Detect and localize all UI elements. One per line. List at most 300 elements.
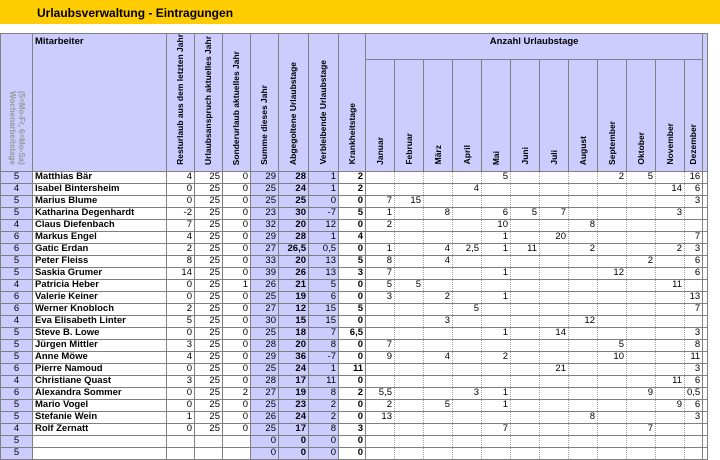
cell-month-days[interactable] (656, 171, 685, 183)
cell-urlaubsanspruch[interactable]: 25 (195, 387, 223, 399)
cell-month-days[interactable] (627, 375, 656, 387)
cell-krankheitstage[interactable]: 0 (339, 219, 366, 231)
cell-mitarbeiter[interactable]: Isabel Bintersheim (33, 183, 167, 195)
cell-month-days[interactable] (511, 375, 540, 387)
cell-month-days[interactable] (511, 279, 540, 291)
cell-month-days[interactable]: 2 (656, 243, 685, 255)
cell-verbleibend[interactable]: -7 (309, 351, 339, 363)
cell-sonderurlaub[interactable]: 1 (223, 279, 251, 291)
cell-month-days[interactable] (511, 255, 540, 267)
cell-month-days[interactable]: 1 (482, 387, 511, 399)
cell-abgegolten[interactable]: 28 (279, 231, 309, 243)
cell-month-days[interactable] (598, 435, 627, 447)
cell-month-days[interactable] (453, 447, 482, 459)
cell-verbleibend[interactable]: 0 (309, 195, 339, 207)
cell-month-days[interactable]: 5,5 (366, 387, 395, 399)
cell-month-days[interactable] (569, 387, 598, 399)
cell-month-days[interactable] (685, 219, 703, 231)
cell-month-days[interactable] (395, 303, 424, 315)
cell-resturlaub[interactable]: 3 (167, 375, 195, 387)
cell-month-days[interactable] (540, 255, 569, 267)
cell-month-days[interactable] (482, 279, 511, 291)
cell-month-days[interactable] (395, 171, 424, 183)
cell-month-days[interactable] (598, 375, 627, 387)
cell-month-days[interactable] (395, 255, 424, 267)
cell-urlaubsanspruch[interactable]: 25 (195, 255, 223, 267)
cell-month-days[interactable] (569, 195, 598, 207)
cell-sonderurlaub[interactable]: 0 (223, 315, 251, 327)
cell-verbleibend[interactable]: 0 (309, 447, 339, 459)
cell-month-days[interactable]: 5 (395, 279, 424, 291)
cell-month-days[interactable] (366, 423, 395, 435)
cell-summe[interactable]: 28 (251, 375, 279, 387)
cell-wochenarbeitstage[interactable]: 5 (1, 267, 33, 279)
cell-resturlaub[interactable]: 3 (167, 339, 195, 351)
cell-month-days[interactable] (540, 183, 569, 195)
cell-month-days[interactable] (685, 447, 703, 459)
cell-month-days[interactable]: 5 (424, 399, 453, 411)
cell-summe[interactable]: 25 (251, 195, 279, 207)
cell-sonderurlaub[interactable]: 0 (223, 327, 251, 339)
cell-month-days[interactable]: 6 (685, 267, 703, 279)
cell-sonderurlaub[interactable] (223, 447, 251, 459)
cell-summe[interactable]: 29 (251, 231, 279, 243)
cell-urlaubsanspruch[interactable]: 25 (195, 411, 223, 423)
cell-krankheitstage[interactable]: 2 (339, 183, 366, 195)
cell-month-days[interactable] (569, 447, 598, 459)
cell-month-days[interactable]: 10 (482, 219, 511, 231)
cell-krankheitstage[interactable]: 3 (339, 423, 366, 435)
cell-urlaubsanspruch[interactable]: 25 (195, 231, 223, 243)
cell-krankheitstage[interactable]: 0 (339, 243, 366, 255)
cell-month-days[interactable] (598, 207, 627, 219)
cell-month-days[interactable] (482, 255, 511, 267)
cell-mitarbeiter[interactable]: Valerie Keiner (33, 291, 167, 303)
cell-abgegolten[interactable]: 24 (279, 411, 309, 423)
cell-month-days[interactable]: 1 (482, 267, 511, 279)
cell-abgegolten[interactable]: 15 (279, 315, 309, 327)
cell-mitarbeiter[interactable]: Stefanie Wein (33, 411, 167, 423)
cell-month-days[interactable]: 4 (424, 255, 453, 267)
cell-resturlaub[interactable]: 14 (167, 267, 195, 279)
cell-wochenarbeitstage[interactable]: 5 (1, 435, 33, 447)
cell-summe[interactable]: 26 (251, 411, 279, 423)
cell-month-days[interactable] (395, 219, 424, 231)
cell-month-days[interactable] (453, 435, 482, 447)
cell-month-days[interactable] (511, 399, 540, 411)
cell-wochenarbeitstage[interactable]: 6 (1, 231, 33, 243)
cell-sonderurlaub[interactable]: 0 (223, 195, 251, 207)
cell-verbleibend[interactable]: 15 (309, 303, 339, 315)
cell-month-days[interactable] (569, 291, 598, 303)
cell-month-days[interactable] (395, 447, 424, 459)
cell-month-days[interactable]: 2 (366, 219, 395, 231)
cell-month-days[interactable]: 2 (366, 399, 395, 411)
cell-mitarbeiter[interactable]: Claus Diefenbach (33, 219, 167, 231)
cell-month-days[interactable] (511, 351, 540, 363)
cell-month-days[interactable]: 1 (366, 243, 395, 255)
cell-month-days[interactable] (627, 339, 656, 351)
cell-krankheitstage[interactable]: 0 (339, 279, 366, 291)
cell-month-days[interactable]: 3 (685, 411, 703, 423)
cell-month-days[interactable]: 6 (685, 399, 703, 411)
cell-krankheitstage[interactable]: 6,5 (339, 327, 366, 339)
cell-month-days[interactable]: 3 (366, 291, 395, 303)
cell-month-days[interactable] (482, 447, 511, 459)
cell-mitarbeiter[interactable]: Steve B. Lowe (33, 327, 167, 339)
cell-month-days[interactable]: 4 (424, 351, 453, 363)
cell-summe[interactable]: 28 (251, 339, 279, 351)
cell-month-days[interactable] (482, 183, 511, 195)
cell-resturlaub[interactable]: 0 (167, 423, 195, 435)
cell-month-days[interactable]: 1 (366, 207, 395, 219)
cell-month-days[interactable] (482, 435, 511, 447)
cell-month-days[interactable]: 7 (540, 207, 569, 219)
cell-abgegolten[interactable]: 0 (279, 435, 309, 447)
cell-krankheitstage[interactable]: 0 (339, 195, 366, 207)
cell-sonderurlaub[interactable]: 0 (223, 267, 251, 279)
cell-month-days[interactable] (627, 411, 656, 423)
cell-krankheitstage[interactable]: 3 (339, 267, 366, 279)
cell-month-days[interactable] (424, 195, 453, 207)
cell-sonderurlaub[interactable]: 0 (223, 411, 251, 423)
cell-abgegolten[interactable]: 23 (279, 399, 309, 411)
cell-mitarbeiter[interactable]: Gatic Erdan (33, 243, 167, 255)
cell-month-days[interactable] (569, 435, 598, 447)
cell-month-days[interactable] (366, 231, 395, 243)
cell-month-days[interactable] (511, 195, 540, 207)
cell-month-days[interactable] (656, 363, 685, 375)
cell-month-days[interactable] (540, 243, 569, 255)
cell-wochenarbeitstage[interactable]: 6 (1, 291, 33, 303)
cell-resturlaub[interactable]: 0 (167, 279, 195, 291)
cell-month-days[interactable] (511, 315, 540, 327)
cell-month-days[interactable]: 3 (656, 207, 685, 219)
cell-month-days[interactable] (395, 435, 424, 447)
cell-summe[interactable]: 29 (251, 351, 279, 363)
cell-sonderurlaub[interactable] (223, 435, 251, 447)
cell-month-days[interactable] (511, 171, 540, 183)
cell-abgegolten[interactable]: 28 (279, 171, 309, 183)
cell-month-days[interactable] (540, 423, 569, 435)
cell-resturlaub[interactable] (167, 435, 195, 447)
cell-month-days[interactable] (395, 291, 424, 303)
cell-krankheitstage[interactable]: 0 (339, 411, 366, 423)
cell-krankheitstage[interactable]: 0 (339, 399, 366, 411)
cell-month-days[interactable]: 2 (569, 243, 598, 255)
cell-month-days[interactable]: 5 (511, 207, 540, 219)
cell-resturlaub[interactable]: 0 (167, 327, 195, 339)
cell-sonderurlaub[interactable]: 0 (223, 255, 251, 267)
cell-krankheitstage[interactable]: 11 (339, 363, 366, 375)
cell-urlaubsanspruch[interactable]: 25 (195, 399, 223, 411)
cell-month-days[interactable] (424, 327, 453, 339)
cell-month-days[interactable] (395, 243, 424, 255)
cell-sonderurlaub[interactable]: 0 (223, 339, 251, 351)
cell-verbleibend[interactable]: 0,5 (309, 243, 339, 255)
cell-month-days[interactable] (627, 363, 656, 375)
cell-month-days[interactable] (424, 435, 453, 447)
cell-sonderurlaub[interactable]: 0 (223, 183, 251, 195)
cell-abgegolten[interactable]: 24 (279, 183, 309, 195)
cell-verbleibend[interactable]: 8 (309, 423, 339, 435)
cell-month-days[interactable] (540, 351, 569, 363)
cell-month-days[interactable] (395, 399, 424, 411)
cell-month-days[interactable]: 13 (366, 411, 395, 423)
cell-month-days[interactable] (656, 387, 685, 399)
cell-verbleibend[interactable]: 0 (309, 435, 339, 447)
cell-month-days[interactable] (395, 423, 424, 435)
cell-krankheitstage[interactable]: 0 (339, 447, 366, 459)
cell-month-days[interactable] (395, 375, 424, 387)
cell-urlaubsanspruch[interactable]: 25 (195, 291, 223, 303)
cell-month-days[interactable] (511, 387, 540, 399)
cell-month-days[interactable] (453, 207, 482, 219)
cell-month-days[interactable] (627, 267, 656, 279)
cell-month-days[interactable]: 1 (482, 399, 511, 411)
cell-month-days[interactable] (627, 303, 656, 315)
cell-krankheitstage[interactable]: 5 (339, 207, 366, 219)
cell-month-days[interactable] (482, 411, 511, 423)
cell-urlaubsanspruch[interactable]: 25 (195, 183, 223, 195)
cell-month-days[interactable]: 9 (656, 399, 685, 411)
cell-month-days[interactable] (511, 447, 540, 459)
cell-month-days[interactable]: 9 (366, 351, 395, 363)
cell-month-days[interactable] (569, 267, 598, 279)
cell-mitarbeiter[interactable]: Peter Fleiss (33, 255, 167, 267)
cell-summe[interactable]: 32 (251, 219, 279, 231)
cell-month-days[interactable]: 6 (685, 375, 703, 387)
cell-month-days[interactable]: 9 (627, 387, 656, 399)
cell-month-days[interactable] (424, 411, 453, 423)
cell-month-days[interactable] (627, 183, 656, 195)
cell-urlaubsanspruch[interactable] (195, 435, 223, 447)
cell-month-days[interactable] (627, 399, 656, 411)
cell-month-days[interactable] (598, 411, 627, 423)
cell-month-days[interactable] (540, 219, 569, 231)
cell-resturlaub[interactable]: 0 (167, 183, 195, 195)
cell-month-days[interactable] (627, 351, 656, 363)
cell-verbleibend[interactable]: 13 (309, 255, 339, 267)
cell-sonderurlaub[interactable]: 0 (223, 243, 251, 255)
cell-month-days[interactable] (511, 291, 540, 303)
cell-month-days[interactable] (540, 195, 569, 207)
cell-mitarbeiter[interactable]: Werner Knobloch (33, 303, 167, 315)
cell-month-days[interactable] (569, 423, 598, 435)
cell-month-days[interactable] (598, 399, 627, 411)
cell-month-days[interactable] (540, 291, 569, 303)
cell-wochenarbeitstage[interactable]: 6 (1, 303, 33, 315)
cell-month-days[interactable]: 1 (482, 243, 511, 255)
cell-month-days[interactable]: 1 (482, 231, 511, 243)
cell-abgegolten[interactable]: 19 (279, 387, 309, 399)
cell-month-days[interactable]: 7 (482, 423, 511, 435)
cell-sonderurlaub[interactable]: 0 (223, 363, 251, 375)
cell-resturlaub[interactable]: 8 (167, 255, 195, 267)
cell-month-days[interactable] (627, 195, 656, 207)
cell-month-days[interactable]: 6 (685, 255, 703, 267)
cell-month-days[interactable] (395, 183, 424, 195)
cell-month-days[interactable] (453, 195, 482, 207)
cell-abgegolten[interactable]: 19 (279, 291, 309, 303)
cell-month-days[interactable] (569, 339, 598, 351)
cell-month-days[interactable] (482, 375, 511, 387)
cell-month-days[interactable]: 7 (627, 423, 656, 435)
cell-month-days[interactable] (569, 231, 598, 243)
cell-month-days[interactable] (627, 447, 656, 459)
cell-mitarbeiter[interactable]: Mario Vogel (33, 399, 167, 411)
cell-resturlaub[interactable]: 7 (167, 219, 195, 231)
cell-month-days[interactable] (424, 387, 453, 399)
cell-month-days[interactable] (598, 243, 627, 255)
cell-month-days[interactable] (569, 183, 598, 195)
cell-month-days[interactable]: 0,5 (685, 387, 703, 399)
cell-summe[interactable]: 27 (251, 303, 279, 315)
cell-month-days[interactable] (395, 339, 424, 351)
cell-summe[interactable]: 25 (251, 183, 279, 195)
cell-month-days[interactable] (569, 171, 598, 183)
cell-krankheitstage[interactable]: 0 (339, 339, 366, 351)
cell-urlaubsanspruch[interactable]: 25 (195, 303, 223, 315)
cell-month-days[interactable]: 3 (685, 195, 703, 207)
cell-month-days[interactable] (511, 339, 540, 351)
cell-krankheitstage[interactable]: 0 (339, 435, 366, 447)
cell-sonderurlaub[interactable]: 0 (223, 207, 251, 219)
cell-month-days[interactable] (511, 423, 540, 435)
cell-resturlaub[interactable]: 0 (167, 387, 195, 399)
cell-urlaubsanspruch[interactable]: 25 (195, 171, 223, 183)
cell-abgegolten[interactable]: 21 (279, 279, 309, 291)
cell-month-days[interactable] (656, 423, 685, 435)
cell-month-days[interactable] (656, 327, 685, 339)
cell-month-days[interactable] (453, 363, 482, 375)
cell-month-days[interactable] (656, 339, 685, 351)
cell-month-days[interactable] (453, 327, 482, 339)
cell-month-days[interactable] (569, 399, 598, 411)
cell-resturlaub[interactable]: 4 (167, 231, 195, 243)
cell-wochenarbeitstage[interactable]: 4 (1, 219, 33, 231)
cell-urlaubsanspruch[interactable]: 25 (195, 327, 223, 339)
cell-month-days[interactable] (540, 303, 569, 315)
cell-wochenarbeitstage[interactable]: 6 (1, 243, 33, 255)
cell-month-days[interactable] (424, 171, 453, 183)
cell-urlaubsanspruch[interactable]: 25 (195, 423, 223, 435)
cell-month-days[interactable] (453, 351, 482, 363)
cell-krankheitstage[interactable]: 2 (339, 387, 366, 399)
cell-urlaubsanspruch[interactable]: 25 (195, 279, 223, 291)
cell-month-days[interactable]: 10 (598, 351, 627, 363)
cell-krankheitstage[interactable]: 5 (339, 303, 366, 315)
cell-wochenarbeitstage[interactable]: 5 (1, 447, 33, 459)
cell-krankheitstage[interactable]: 5 (339, 255, 366, 267)
cell-verbleibend[interactable]: 11 (309, 375, 339, 387)
cell-month-days[interactable]: 8 (366, 255, 395, 267)
cell-month-days[interactable]: 20 (540, 231, 569, 243)
cell-mitarbeiter[interactable]: Matthias Bär (33, 171, 167, 183)
cell-wochenarbeitstage[interactable]: 5 (1, 399, 33, 411)
cell-month-days[interactable] (656, 291, 685, 303)
cell-month-days[interactable]: 4 (453, 183, 482, 195)
cell-month-days[interactable] (482, 315, 511, 327)
cell-summe[interactable]: 25 (251, 291, 279, 303)
cell-month-days[interactable] (540, 387, 569, 399)
cell-abgegolten[interactable]: 0 (279, 447, 309, 459)
cell-mitarbeiter[interactable]: Patricia Heber (33, 279, 167, 291)
cell-verbleibend[interactable]: 12 (309, 219, 339, 231)
cell-month-days[interactable]: 4 (424, 243, 453, 255)
cell-month-days[interactable] (511, 219, 540, 231)
cell-month-days[interactable] (685, 207, 703, 219)
cell-month-days[interactable] (424, 183, 453, 195)
cell-month-days[interactable] (598, 303, 627, 315)
cell-month-days[interactable] (656, 315, 685, 327)
cell-wochenarbeitstage[interactable]: 5 (1, 195, 33, 207)
cell-abgegolten[interactable]: 26,5 (279, 243, 309, 255)
cell-resturlaub[interactable]: -2 (167, 207, 195, 219)
cell-month-days[interactable] (453, 231, 482, 243)
cell-month-days[interactable]: 16 (685, 171, 703, 183)
cell-month-days[interactable] (395, 411, 424, 423)
cell-wochenarbeitstage[interactable]: 5 (1, 255, 33, 267)
cell-month-days[interactable] (366, 435, 395, 447)
cell-month-days[interactable] (453, 255, 482, 267)
cell-resturlaub[interactable]: 4 (167, 171, 195, 183)
cell-month-days[interactable] (366, 183, 395, 195)
cell-month-days[interactable] (424, 447, 453, 459)
cell-urlaubsanspruch[interactable]: 25 (195, 363, 223, 375)
cell-mitarbeiter[interactable]: Alexandra Sommer (33, 387, 167, 399)
cell-resturlaub[interactable]: 5 (167, 315, 195, 327)
cell-month-days[interactable] (540, 399, 569, 411)
cell-month-days[interactable]: 11 (656, 375, 685, 387)
cell-month-days[interactable] (453, 399, 482, 411)
cell-month-days[interactable]: 1 (482, 327, 511, 339)
cell-abgegolten[interactable]: 17 (279, 423, 309, 435)
cell-sonderurlaub[interactable]: 0 (223, 399, 251, 411)
cell-month-days[interactable] (598, 279, 627, 291)
cell-verbleibend[interactable]: 8 (309, 387, 339, 399)
cell-month-days[interactable] (627, 435, 656, 447)
cell-mitarbeiter[interactable]: Jürgen Mittler (33, 339, 167, 351)
cell-urlaubsanspruch[interactable] (195, 447, 223, 459)
cell-resturlaub[interactable]: 2 (167, 303, 195, 315)
cell-month-days[interactable]: 5 (453, 303, 482, 315)
cell-wochenarbeitstage[interactable]: 4 (1, 279, 33, 291)
cell-month-days[interactable] (540, 339, 569, 351)
cell-month-days[interactable]: 8 (569, 219, 598, 231)
cell-month-days[interactable] (598, 315, 627, 327)
cell-summe[interactable]: 27 (251, 243, 279, 255)
cell-month-days[interactable] (656, 267, 685, 279)
cell-wochenarbeitstage[interactable]: 5 (1, 207, 33, 219)
cell-month-days[interactable] (453, 291, 482, 303)
cell-month-days[interactable] (424, 303, 453, 315)
cell-verbleibend[interactable]: 13 (309, 267, 339, 279)
cell-month-days[interactable] (569, 375, 598, 387)
cell-month-days[interactable] (627, 219, 656, 231)
cell-month-days[interactable] (424, 375, 453, 387)
cell-urlaubsanspruch[interactable]: 25 (195, 207, 223, 219)
cell-summe[interactable]: 23 (251, 207, 279, 219)
cell-month-days[interactable] (656, 219, 685, 231)
cell-month-days[interactable] (395, 231, 424, 243)
cell-month-days[interactable] (540, 411, 569, 423)
cell-krankheitstage[interactable]: 0 (339, 351, 366, 363)
cell-resturlaub[interactable]: 0 (167, 291, 195, 303)
cell-abgegolten[interactable]: 20 (279, 219, 309, 231)
cell-summe[interactable]: 25 (251, 327, 279, 339)
cell-month-days[interactable]: 7 (685, 231, 703, 243)
